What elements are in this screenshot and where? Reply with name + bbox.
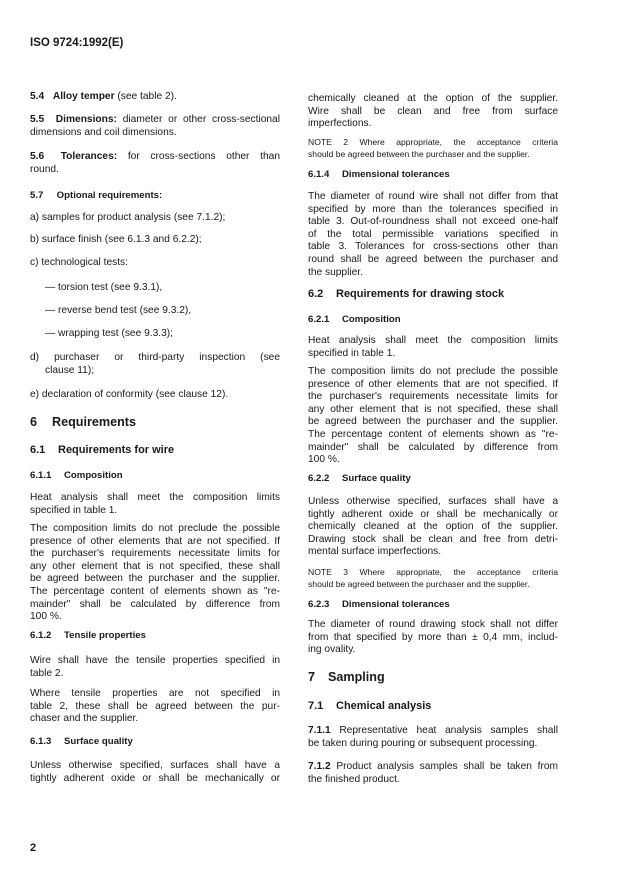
paragraph	[30, 760, 280, 785]
section-title: Tensile properties	[64, 630, 146, 641]
text-line: The diameter of round drawing stock shall not differ	[308, 619, 558, 630]
section-6-2-1-heading	[308, 314, 558, 327]
text-line: table 2.	[30, 667, 64, 679]
text-line: NOTE 2 Where appropriate, the acceptance criteria	[308, 137, 558, 147]
paragraph	[308, 93, 558, 131]
text-line: chaser and the supplier.	[30, 713, 139, 725]
paragraph	[30, 523, 280, 624]
text-line: any other element that is not specified, these shall	[308, 403, 558, 415]
clause-title: Dimensions:	[55, 114, 117, 125]
section-title: Composition	[64, 470, 123, 481]
section-title: Requirements for wire	[58, 444, 175, 456]
section-title: Sampling	[328, 670, 385, 684]
section-6-1-1-heading	[30, 470, 280, 483]
section-number: 6.2.1	[308, 314, 330, 325]
clause-text: (see table 2).	[114, 91, 177, 102]
clause-text: be taken during pouring or subsequent processing.	[308, 737, 538, 749]
text-line: Unless otherwise specified, surfaces shall have a	[308, 496, 558, 507]
paragraph	[308, 366, 558, 467]
section-number: 6.1.1	[30, 470, 52, 481]
clause-title: Alloy temper	[52, 91, 115, 102]
clause-5-5	[30, 114, 280, 139]
clause-text: dimensions and coil dimensions.	[30, 126, 177, 138]
text-line: ing ovality.	[308, 644, 356, 656]
text-line: mainder" shall be calculated by difference from	[30, 598, 280, 610]
text-line: tightly adherent oxide or shall be mechanically or	[308, 508, 558, 520]
text-line: from that specified by more than ± 0,4 mm, includ-	[308, 631, 558, 643]
section-6-2-heading	[308, 288, 558, 301]
text-line: Wire shall have the tensile properties specified in	[30, 655, 280, 666]
text-line: The composition limits do not preclude the possible	[30, 523, 280, 534]
text-line: the purchaser's requirements necessitate limits for	[30, 548, 280, 560]
document-header: ISO 9724:1992(E)	[30, 37, 124, 49]
paragraph	[308, 619, 558, 657]
text-line: Unless otherwise specified, surfaces shall have a	[30, 760, 280, 771]
paragraph	[30, 492, 280, 517]
clause-5-4	[30, 91, 280, 104]
section-number: 6.1	[30, 444, 46, 456]
list-item-text: clause 11);	[45, 364, 95, 376]
list-subitem: — torsion test (see 9.3.1),	[45, 282, 163, 293]
clause-number: 5.6	[30, 151, 45, 162]
section-title: Dimensional tolerances	[342, 599, 450, 610]
text-line: specified in table 1.	[30, 504, 118, 516]
text-line: be agreed between the purchaser and the supplier.	[30, 573, 280, 585]
clause-number: 7.1.2	[308, 761, 331, 772]
clause-number: 5.5	[30, 114, 45, 125]
section-title: Requirements	[52, 415, 136, 429]
paragraph	[308, 496, 558, 559]
section-number: 6.1.2	[30, 630, 52, 641]
clause-number: 5.4	[30, 91, 45, 102]
note-2	[308, 136, 558, 160]
section-6-heading	[30, 416, 280, 429]
text-line: presence of other elements that are not specified. If	[308, 378, 558, 390]
clause-text: Representative heat analysis samples shall	[330, 725, 558, 736]
text-line: The composition limits do not preclude the possible	[308, 366, 558, 377]
section-6-2-2-heading	[308, 473, 558, 486]
text-line: The diameter of round wire shall not differ from that	[308, 191, 558, 202]
clause-7-1-2	[308, 761, 558, 786]
clause-text: for cross-sections other than	[117, 151, 280, 162]
paragraph	[30, 688, 280, 726]
section-7-1-heading	[308, 700, 558, 713]
text-line: chemically cleaned at the option of the supplier.	[308, 521, 558, 533]
clause-title: Tolerances:	[60, 151, 118, 162]
paragraph	[308, 191, 558, 279]
section-number: 6.1.3	[30, 736, 52, 747]
text-line: table 3. Out-of-roundness shall not exceed one-half	[308, 216, 558, 228]
text-line: Heat analysis shall meet the composition limits	[308, 335, 558, 346]
text-line: tightly adherent oxide or shall be mechanically or	[30, 772, 280, 784]
section-6-2-3-heading	[308, 599, 558, 612]
section-number: 7	[308, 670, 316, 684]
section-6-1-3-heading	[30, 736, 280, 749]
note-3	[308, 566, 558, 590]
list-item-d	[30, 352, 280, 377]
section-number: 6.2.2	[308, 473, 330, 484]
text-line: presence of other elements that are not specified. If	[30, 535, 280, 547]
clause-5-6	[30, 151, 280, 176]
clause-title: Optional requirements:	[56, 190, 163, 201]
text-line: be agreed between the purchaser and the supplier.	[308, 416, 558, 428]
text-line: round shall be agreed between the purchaser and	[308, 253, 558, 265]
section-title: Surface quality	[64, 736, 133, 747]
text-line: imperfections.	[308, 118, 372, 130]
text-line: Wire shall be clean and free from surface	[308, 105, 558, 117]
text-line: Drawing stock shall be clean and free from detri-	[308, 533, 558, 545]
section-title: Composition	[342, 314, 401, 325]
text-line: specified in table 1.	[308, 347, 396, 359]
clause-text: Product analysis samples shall be taken from	[330, 761, 558, 772]
text-line: should be agreed between the purchaser and the supplier.	[308, 579, 530, 589]
text-line: any other element that is not specified, these shall	[30, 560, 280, 572]
section-number: 6.1.4	[308, 169, 330, 180]
text-line: should be agreed between the purchaser and the supplier.	[308, 149, 530, 159]
section-number: 6.2	[308, 288, 324, 300]
text-line: of the total permissible variations specified in	[308, 228, 558, 240]
list-item-c: c) technological tests:	[30, 257, 128, 268]
text-line: the supplier.	[308, 266, 363, 278]
text-line: mainder" shall be calculated by difference from	[308, 441, 558, 453]
text-line: table 2, these shall be agreed between the pur-	[30, 700, 280, 712]
section-title: Requirements for drawing stock	[336, 288, 505, 300]
clause-text: diameter or other cross-sectional	[116, 114, 280, 125]
list-subitem: — reverse bend test (see 9.3.2),	[45, 305, 192, 316]
text-line: NOTE 3 Where appropriate, the acceptance criteria	[308, 567, 558, 577]
section-6-1-4-heading	[308, 169, 558, 182]
paragraph	[308, 335, 558, 360]
clause-text: the finished product.	[308, 773, 400, 785]
clause-7-1-1	[308, 725, 558, 750]
text-line: chemically cleaned at the option of the supplier.	[308, 93, 558, 104]
section-title: Dimensional tolerances	[342, 169, 450, 180]
clause-5-7	[30, 190, 280, 203]
section-number: 6	[30, 415, 38, 429]
clause-number: 5.7	[30, 190, 44, 201]
text-line: 100 %.	[308, 454, 340, 466]
text-line: table 3. Tolerances for cross-sections other than	[308, 241, 558, 253]
list-item-b: b) surface finish (see 6.1.3 and 6.2.2);	[30, 234, 202, 245]
text-line: The percentage content of elements shown as "re-	[30, 585, 280, 597]
paragraph	[30, 655, 280, 680]
section-number: 6.2.3	[308, 599, 330, 610]
list-item-e: e) declaration of conformity (see clause 12).	[30, 389, 229, 400]
list-item-a: a) samples for product analysis (see 7.1.2);	[30, 212, 226, 223]
text-line: 100 %.	[30, 611, 62, 623]
text-line: the purchaser's requirements necessitate limits for	[308, 391, 558, 403]
section-6-1-heading	[30, 444, 280, 457]
text-line: specified by more than the tolerances specified in	[308, 203, 558, 215]
section-title: Chemical analysis	[336, 700, 432, 712]
list-item-text: d) purchaser or third-party inspection (see	[30, 352, 280, 363]
section-number: 7.1	[308, 700, 324, 712]
list-subitem: — wrapping test (see 9.3.3);	[45, 328, 173, 339]
page-number: 2	[30, 842, 37, 854]
text-line: mental surface imperfections.	[308, 546, 442, 558]
text-line: Heat analysis shall meet the composition limits	[30, 492, 280, 503]
text-line: Where tensile properties are not specified in	[30, 688, 280, 699]
clause-number: 7.1.1	[308, 725, 331, 736]
section-title: Surface quality	[342, 473, 411, 484]
section-6-1-2-heading	[30, 630, 280, 643]
clause-text: round.	[30, 163, 59, 175]
section-7-heading	[308, 671, 558, 684]
text-line: The percentage content of elements shown as "re-	[308, 428, 558, 440]
